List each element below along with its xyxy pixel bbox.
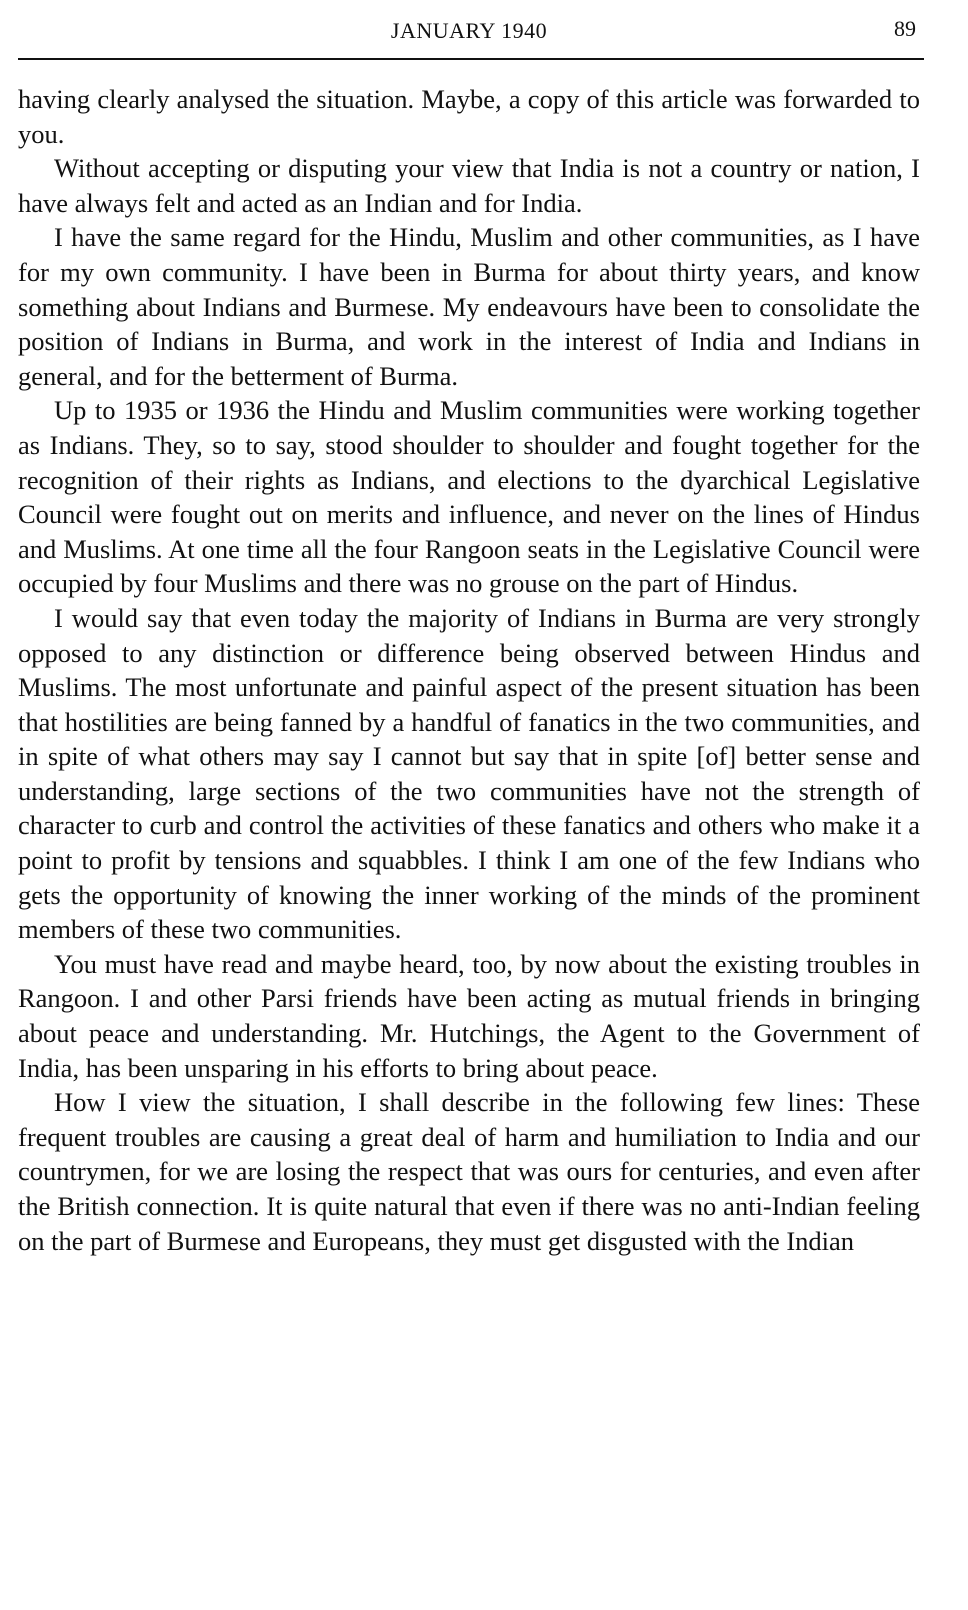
paragraph: having clearly analysed the situation. Maybe, a copy of this article was forwarded to you. [18, 84, 920, 149]
paragraph: How I view the situation, I shall describe in the following few lines: These frequent troubles are causing a great deal of harm and humiliation to India and our countrymen, for we are losing the respect that was ours for centuries, and even after the British connection. It is quite natural that even if there was no anti-Indian feeling on the part of Burmese and Europeans, they must get disgusted with the Indian [18, 1087, 920, 1256]
paragraph: You must have read and maybe heard, too, by now about the existing troubles in Rangoon. I and other Parsi friends have been acting as mutual friends in bringing about peace and understanding. Mr. Hutchings, the Agent to the Government of India, has been unsparing in his efforts to bring about peace. [18, 948, 920, 1083]
header-rule [18, 58, 924, 60]
body-text [18, 82, 920, 1258]
paragraph: Up to 1935 or 1936 the Hindu and Muslim communities were working together as Indians. They, so to say, stood shoulder to shoulder and fought together for the recognition of their rights as Indians, and elections to the dyarchical Legislative Council were fought out on merits and influence, and never on the lines of Hindus and Muslims. At one time all the four Rangoon seats in the Legislative Council were occupied by four Muslims and there was no grouse on the part of Hindus. [18, 395, 920, 599]
paragraph: I would say that even today the majority of Indians in Burma are very strongly opposed to any distinction or difference being observed between Hindus and Muslims. The most unfortunate and painful aspect of the present situation has been that hostilities are being fanned by a handful of fanatics in the two communities, and in spite of what others may say I cannot but say that in spite [of] better sense and understanding, large sections of the two communities have not the strength of character to curb and control the activities of these fanatics and others who make it a point to profit by tensions and squabbles. I think I am one of the few Indians who gets the opportunity of knowing the inner working of the minds of the prominent members of these two communities. [18, 602, 920, 945]
paragraph: I have the same regard for the Hindu, Muslim and other communities, as I have for my own community. I have been in Burma for about thirty years, and know something about Indians and Burmese. My endeavours have been to consolidate the position of Indians in Burma, and work in the interest of India and Indians in general, and for the betterment of Burma. [18, 222, 920, 391]
running-header [18, 14, 920, 54]
running-title: JANUARY 1940 [390, 18, 548, 43]
paragraph: Without accepting or disputing your view that India is not a country or nation, I have always felt and acted as an Indian and for India. [18, 153, 920, 218]
page-number: 89 [894, 16, 916, 41]
